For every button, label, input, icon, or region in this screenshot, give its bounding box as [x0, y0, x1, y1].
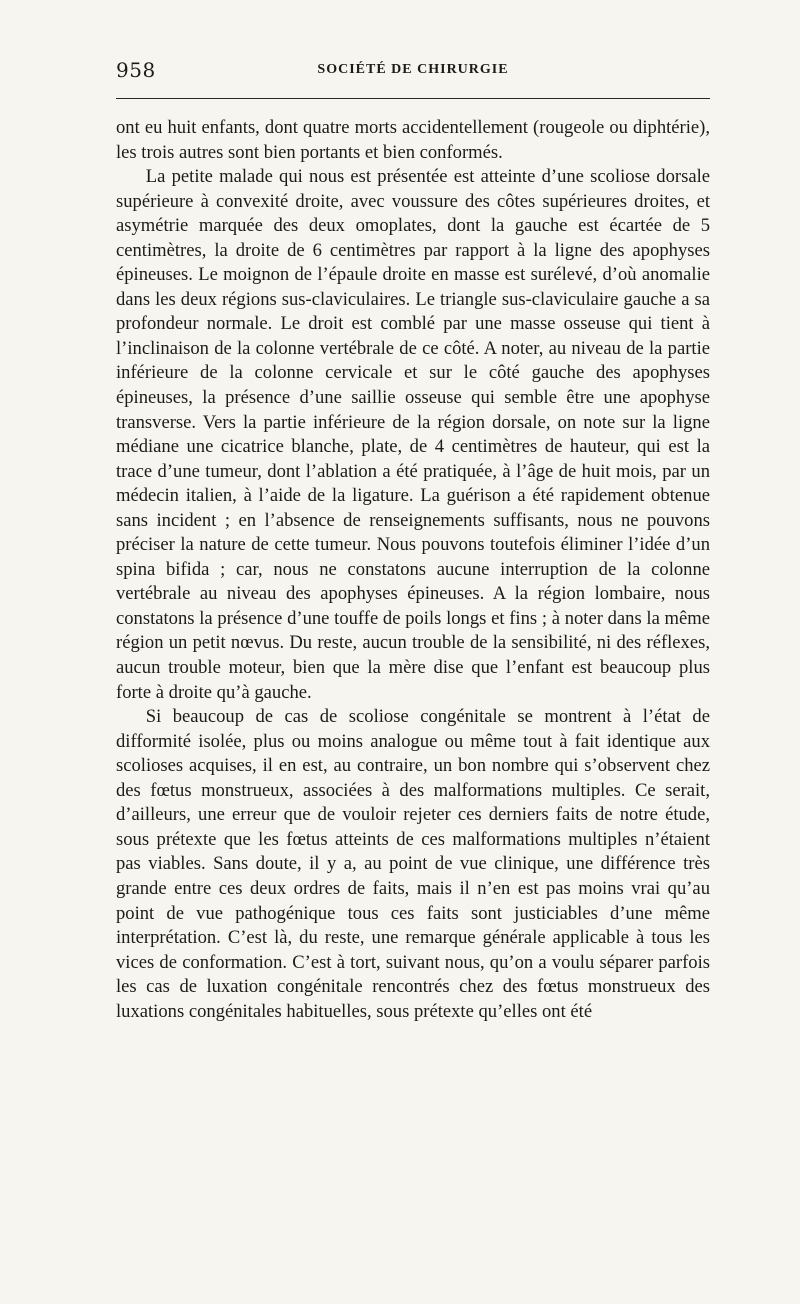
- running-head: [116, 58, 710, 84]
- paragraph-continuation: ont eu huit enfants, dont quatre morts accidentellement (rougeole ou diphtérie), les trois autres sont bien portants et bien conformés.: [116, 117, 710, 163]
- header-rule: [116, 98, 710, 99]
- paragraph-case-description: La petite malade qui nous est présentée est atteinte d’une scoliose dorsale supérieure à convexité droite, avec voussure des côtes supérieures droites, et asymétrie marquée des deux omoplates, dont la gauche est écartée de 5 centimètres, la droite de 6 centimètres par rapport à la ligne des apophyses épineuses. Le moignon de l’épaule droite en masse est surélevé, d’où anomalie dans les deux régions sus-claviculaires. Le triangle sus-claviculaire gauche a sa profondeur normale. Le droit est comblé par une masse osseuse qui tient à l’inclinaison de la colonne vertébrale de ce côté. A noter, au niveau de la partie inférieure de la colonne cervicale et sur le côté gauche des apophyses épineuses, la présence d’une saillie osseuse qui semble être une apophyse transverse. Vers la partie inférieure de la région dorsale, on note sur la ligne médiane une cicatrice blanche, plate, de 4 centimètres de hauteur, qui est la trace d’une tumeur, dont l’ablation a été pratiquée, à l’âge de huit mois, par un médecin italien, à l’aide de la ligature. La guérison a été rapidement obtenue sans incident ; en l’absence de renseignements suffisants, nous ne pouvons préciser la nature de cette tumeur. Nous pouvons toutefois éliminer l’idée d’un spina bifida ; car, nous ne constatons aucune interruption de la colonne vertébrale au niveau des apophyses épineuses. A la région lombaire, nous constatons la présence d’une touffe de poils longs et fins ; à noter dans la même région un petit nœvus. Du reste, aucun trouble de la sensibilité, ni des réflexes, aucun trouble moteur, bien que la mère dise que l’enfant est beaucoup plus forte à droite qu’à gauche.: [116, 166, 710, 703]
- body-text: [116, 116, 710, 1024]
- page-number: 958: [116, 58, 156, 82]
- paragraph-discussion: Si beaucoup de cas de scoliose congénitale se montrent à l’état de difformité isolée, plus ou moins analogue ou même tout à fait identique aux scolioses acquises, il en est, au contraire, un bon nombre qui s’observent chez des fœtus monstrueux, associées à des malformations multiples. Ce serait, d’ailleurs, une erreur que de vouloir rejeter ces derniers faits de notre étude, sous prétexte que les fœtus atteints de ces malformations multiples n’étaient pas viables. Sans doute, il y a, au point de vue clinique, une différence très grande entre ces deux ordres de faits, mais il n’en est pas moins vrai qu’au point de vue pathogénique tous ces faits sont justiciables d’une même interprétation. C’est là, du reste, une remarque générale applicable à tous les vices de conformation. C’est à tort, suivant nous, qu’on a voulu séparer parfois les cas de luxation congénitale rencontrés chez des fœtus monstrueux des luxations congénitales habituelles, sous prétexte qu’elles ont été: [116, 706, 710, 1022]
- journal-title: SOCIÉTÉ DE CHIRURGIE: [317, 62, 509, 77]
